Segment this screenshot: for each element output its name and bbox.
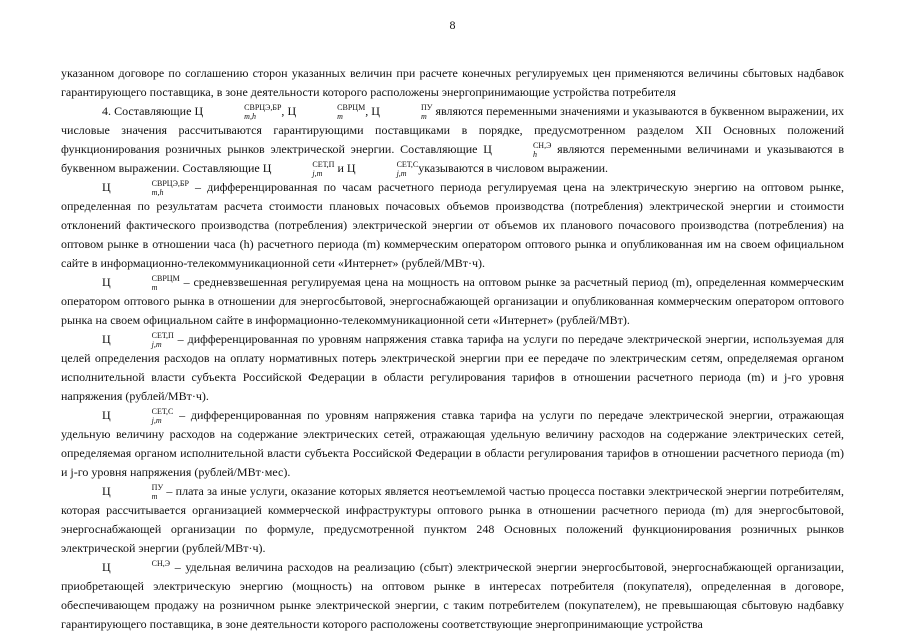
- math-symbol: [194, 103, 282, 121]
- paragraph-p5: [61, 406, 844, 482]
- symbol-superscript: СЕТ,С: [151, 407, 174, 416]
- symbol-subscript: [111, 568, 170, 577]
- paragraph-text: – удельная величина расходов на реализацию (сбыт) электрической энергии энергосбытовой, энергоснабжающей организации, приобретающей электрическую энергию (мощность) на оптовом рынке в интересах потребителя (покупателя), определенная в договоре, обеспечивающем продажу на розничном рынке электрической энергии, с таким потребителем (покупателем), не превышающая сбытовую надбавку гарантирующего поставщика, в зоне деятельности которого расположены соответствующие энергопринимающие устройства: [61, 560, 844, 631]
- paragraph-p7: [61, 558, 844, 634]
- symbol-base: Ц: [102, 560, 111, 574]
- symbol-superscript: СЕТ,П: [312, 160, 335, 169]
- math-symbol: [102, 179, 189, 197]
- symbol-base: Ц: [346, 161, 356, 175]
- symbol-base: Ц: [102, 180, 111, 194]
- symbol-subscript: m,h: [151, 188, 164, 197]
- symbol-base: Ц: [194, 104, 204, 118]
- symbol-superscript: СВРЦМ: [337, 103, 366, 112]
- paragraph-text: являются переменными величинами и указываются в буквенном выражении. Составляющие: [61, 142, 844, 175]
- symbol-base: Ц: [262, 161, 272, 175]
- paragraph-text: – средневзвешенная регулируемая цена на мощность на оптовом рынке за расчетный период (m), определенная коммерческим оператором оптового рынка в отношении для энергосбытовой, энергоснабжающей организации и опубликованная коммерческим оператором оптового рынка на своем официальном сайте в информационно-телекоммуникационной сети «Интернет» (рублей/МВт).: [61, 275, 844, 327]
- paragraph-text: указанном договоре по соглашению сторон указанных величин при расчете конечных регулируемых цен применяются величины сбытовых надбавок гарантирующего поставщика, в зоне деятельности которого расположены энергопринимающие устройства потребителя: [61, 66, 844, 99]
- math-symbol: [102, 560, 170, 574]
- math-symbol: [102, 331, 174, 349]
- symbol-subscript: m,h: [244, 112, 256, 121]
- symbol-base: Ц: [483, 142, 492, 156]
- paragraph-p2: [61, 178, 844, 273]
- symbol-base: Ц: [371, 104, 380, 118]
- symbol-superscript: СН,Э: [532, 141, 552, 150]
- paragraph-p1: [61, 102, 844, 178]
- math-symbol: [102, 274, 180, 292]
- symbol-subscript: h: [532, 150, 537, 159]
- math-symbol: [483, 141, 552, 159]
- symbol-subscript: m: [151, 283, 158, 292]
- symbol-base: Ц: [287, 104, 297, 118]
- symbol-superscript: СВРЦМ: [151, 274, 180, 283]
- math-symbol: [371, 103, 433, 121]
- symbol-superscript: СЕТ,С: [396, 160, 419, 169]
- math-symbol: [102, 483, 164, 501]
- document-body: [61, 64, 844, 634]
- symbol-subscript: m: [151, 492, 158, 501]
- paragraph-text: 4. Составляющие: [102, 104, 195, 118]
- paragraph-p3: [61, 273, 844, 330]
- symbol-subscript: m: [420, 112, 427, 121]
- symbol-superscript: СВРЦЭ,БР: [151, 179, 189, 188]
- symbol-base: Ц: [102, 275, 111, 289]
- math-symbol: [102, 407, 174, 425]
- paragraph-text: ,: [365, 104, 372, 118]
- symbol-superscript: СЕТ,П: [151, 331, 174, 340]
- symbol-subscript: m: [337, 112, 343, 121]
- paragraph-p0: [61, 64, 844, 102]
- paragraph-text: – дифференцированная по уровням напряжения ставка тарифа на услуги по передаче электрической энергии, отражающая удельную величину расходов на содержание электрических сетей, отражающая удельную величину расходов на содержание электрических сетей, определяемая органом исполнительной власти субъекта Российской Федерации в области регулирования тарифов в отношении расчетного периода (m) и j-го уровня напряжения (рублей/МВт·мес).: [61, 408, 844, 479]
- symbol-superscript: СН,Э: [151, 559, 171, 568]
- math-symbol: [346, 160, 419, 178]
- page-number: 8: [449, 18, 456, 32]
- symbol-superscript: ПУ: [151, 483, 164, 492]
- paragraph-text: ,: [281, 104, 288, 118]
- paragraph-text: и: [334, 161, 347, 175]
- paragraph-text: – дифференцированная по уровням напряжения ставка тарифа на услуги по передаче электрической энергии, используемая для целей определения расходов на оплату нормативных потерь электрической энергии при ее передаче по электрическим сетям, определяемая органом исполнительной власти субъекта Российской Федерации в области регулирования тарифов в отношении расчетного периода (m) и j-го уровня напряжения (рублей/МВт·ч).: [61, 332, 844, 403]
- paragraph-text: – дифференцированная по часам расчетного периода регулируемая цена на электрическую энергию на оптовом рынке, определенная по результатам расчета стоимости плановых почасовых объемов производства (потребления) электрической энергии и стоимости отклонений фактического производства (потребления) электрической энергии от объемов их планового почасового производства (потребления) на оптовом рынке в отношении часа (h) расчетного периода (m) коммерческим оператором оптового рынка и опубликованная им на своем официальном сайте в информационно-телекоммуникационной сети «Интернет» (рублей/МВт·ч).: [61, 180, 844, 270]
- paragraph-text: указываются в числовом выражении.: [418, 161, 609, 175]
- symbol-superscript: ПУ: [420, 103, 433, 112]
- paragraph-text: являются переменными значениями и указываются в буквенном выражении, их числовые значения рассчитываются гарантирующими поставщиками в порядке, предусмотренном разделом XII Основных положений функционирования розничных рынков электрической энергии. Составляющие: [61, 104, 845, 156]
- symbol-base: Ц: [102, 408, 111, 422]
- symbol-subscript: j,m: [151, 340, 162, 349]
- math-symbol: [262, 160, 335, 178]
- math-symbol: [287, 103, 366, 121]
- symbol-base: Ц: [102, 332, 111, 346]
- paragraph-text: – плата за иные услуги, оказание которых является неотъемлемой частью процесса поставки электрической энергии потребителям, которая рассчитывается организацией коммерческой инфраструктуры оптового рынка в отношении расчетного периода (m) для энергосбытовой, энергоснабжающей организации по формуле, предусмотренной пунктом 248 Основных положений функционирования розничных рынков электрической энергии (рублей/МВт·ч).: [61, 484, 844, 555]
- paragraph-p6: [61, 482, 844, 558]
- symbol-base: Ц: [102, 484, 111, 498]
- paragraph-p4: [61, 330, 844, 406]
- symbol-subscript: j,m: [151, 416, 162, 425]
- symbol-superscript: СВРЦЭ,БР: [244, 103, 282, 112]
- symbol-subscript: j,m: [312, 169, 323, 178]
- symbol-subscript: j,m: [396, 169, 407, 178]
